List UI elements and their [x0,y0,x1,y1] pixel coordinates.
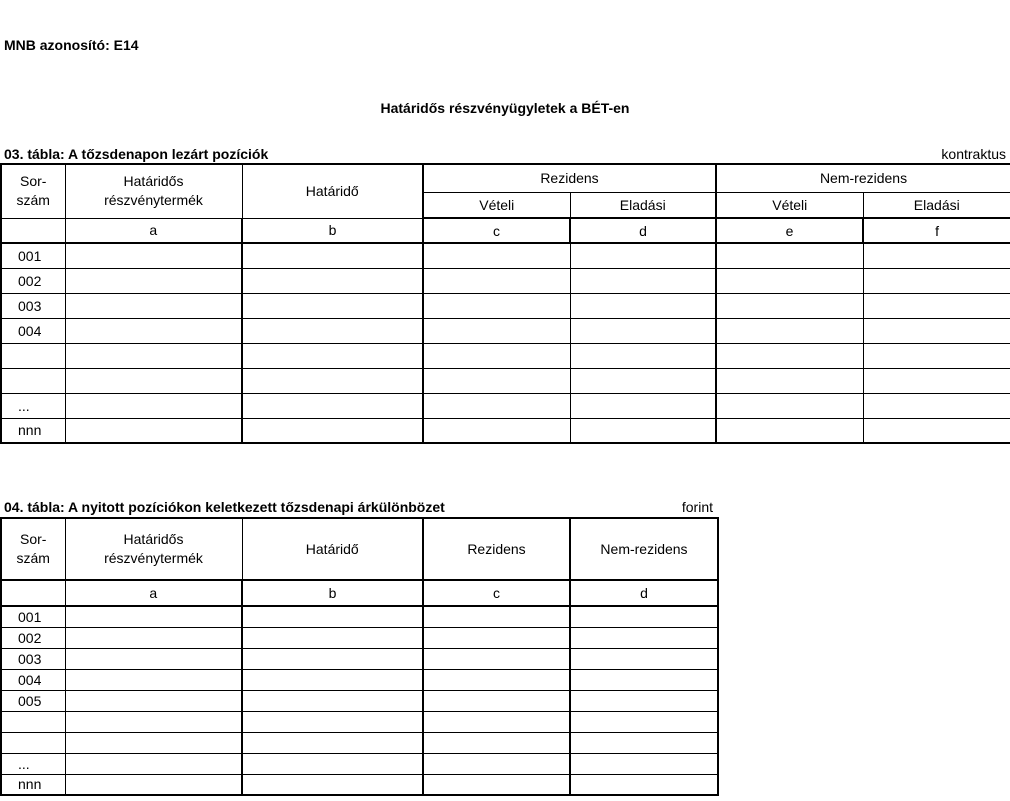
cell-d[interactable] [570,243,716,268]
cell-d[interactable] [570,669,718,690]
cell-a[interactable] [65,343,242,368]
row-number: 003 [1,293,65,318]
row-number: ... [1,393,65,418]
cell-a[interactable] [65,669,242,690]
cell-a[interactable] [65,293,242,318]
row-number: 001 [1,243,65,268]
cell-b[interactable] [242,343,423,368]
cell-a[interactable] [65,732,242,753]
cell-c[interactable] [423,293,570,318]
resident-header: Rezidens [423,518,570,580]
row-number [1,368,65,393]
table-row [1,753,718,774]
cell-c[interactable] [423,627,570,648]
row-number [1,732,65,753]
sorszam-header: Sor- szám [1,164,65,218]
row-number: 004 [1,318,65,343]
table-row [1,669,718,690]
cell-e[interactable] [716,318,863,343]
table-row [1,268,1010,293]
cell-f[interactable] [863,368,1010,393]
cell-b[interactable] [242,393,423,418]
cell-c[interactable] [423,368,570,393]
cell-d[interactable] [570,627,718,648]
cell-a[interactable] [65,393,242,418]
cell-a[interactable] [65,606,242,627]
cell-d[interactable] [570,393,716,418]
cell-a[interactable] [65,243,242,268]
cell-b[interactable] [242,318,423,343]
nonresident-sell-header: Eladási [863,192,1010,218]
nonresident-buy-header: Vételi [716,192,863,218]
cell-c[interactable] [423,418,570,443]
table04 [0,517,719,796]
row-number: 003 [1,648,65,669]
table04-unit: forint [681,499,713,515]
row-number: 002 [1,627,65,648]
cell-d[interactable] [570,732,718,753]
cell-b[interactable] [242,753,423,774]
cell-d[interactable] [570,268,716,293]
cell-a[interactable] [65,753,242,774]
cell-b[interactable] [242,243,423,268]
cell-c[interactable] [423,732,570,753]
cell-f[interactable] [863,293,1010,318]
table-row [1,690,718,711]
cell-f[interactable] [863,243,1010,268]
cell-e[interactable] [716,268,863,293]
row-number: 004 [1,669,65,690]
cell-f[interactable] [863,393,1010,418]
letter-f: f [863,218,1010,243]
table-row [1,648,718,669]
cell-a[interactable] [65,318,242,343]
cell-d[interactable] [570,343,716,368]
cell-c[interactable] [423,669,570,690]
resident-sell-header: Eladási [570,192,716,218]
cell-a[interactable] [65,368,242,393]
cell-d[interactable] [570,753,718,774]
cell-c[interactable] [423,690,570,711]
cell-b[interactable] [242,669,423,690]
page-title: Határidős részvényügyletek a BÉT-en [380,100,630,116]
cell-e[interactable] [716,418,863,443]
cell-f[interactable] [863,418,1010,443]
row-number: 002 [1,268,65,293]
cell-e[interactable] [716,368,863,393]
cell-e[interactable] [716,343,863,368]
table03 [0,163,1010,444]
table-row [1,418,1010,443]
product-header: Határidős részvénytermék [65,518,242,580]
expiry-header: Határidő [242,164,423,218]
cell-b[interactable] [242,418,423,443]
row-number [1,711,65,732]
mnb-identifier: MNB azonosító: E14 [4,37,139,53]
row-number: 005 [1,690,65,711]
table-row [1,627,718,648]
cell-c[interactable] [423,774,570,795]
cell-e[interactable] [716,393,863,418]
cell-b[interactable] [242,606,423,627]
cell-d[interactable] [570,648,718,669]
cell-a[interactable] [65,627,242,648]
cell-b[interactable] [242,627,423,648]
cell-f[interactable] [863,268,1010,293]
table-row [1,774,718,795]
row-number: 001 [1,606,65,627]
letter-b: b [242,218,423,243]
cell-a[interactable] [65,690,242,711]
cell-e[interactable] [716,243,863,268]
cell-b[interactable] [242,711,423,732]
nonresident-header: Nem-rezidens [570,518,718,580]
cell-c[interactable] [423,606,570,627]
letter-a: a [65,218,242,243]
cell-b[interactable] [242,648,423,669]
cell-e[interactable] [716,293,863,318]
letter-blank [1,580,65,606]
cell-c[interactable] [423,343,570,368]
cell-d[interactable] [570,690,718,711]
resident-group-header: Rezidens [423,164,716,192]
cell-a[interactable] [65,268,242,293]
letter-c: c [423,218,570,243]
cell-d[interactable] [570,293,716,318]
sorszam-header: Sor- szám [1,518,65,580]
table03-caption: 03. tábla: A tőzsdenapon lezárt pozíciók [4,146,269,162]
cell-d[interactable] [570,606,718,627]
cell-c[interactable] [423,711,570,732]
letter-e: e [716,218,863,243]
cell-c[interactable] [423,318,570,343]
cell-b[interactable] [242,732,423,753]
cell-c[interactable] [423,268,570,293]
letter-d: d [570,580,718,606]
table-row [1,606,718,627]
table-row [1,318,1010,343]
row-number [1,343,65,368]
table-row [1,711,718,732]
nonresident-group-header: Nem-rezidens [716,164,1010,192]
letter-a: a [65,580,242,606]
cell-d[interactable] [570,318,716,343]
letter-b: b [242,580,423,606]
cell-c[interactable] [423,753,570,774]
cell-a[interactable] [65,711,242,732]
cell-c[interactable] [423,648,570,669]
row-number: nnn [1,774,65,795]
cell-d[interactable] [570,774,718,795]
cell-c[interactable] [423,243,570,268]
cell-b[interactable] [242,368,423,393]
table-row [1,243,1010,268]
letter-d: d [570,218,716,243]
table-row [1,293,1010,318]
resident-buy-header: Vételi [423,192,570,218]
expiry-header: Határidő [242,518,423,580]
cell-a[interactable] [65,648,242,669]
table-row [1,343,1010,368]
letter-c: c [423,580,570,606]
letter-blank [1,218,65,243]
row-number: ... [1,753,65,774]
cell-c[interactable] [423,393,570,418]
cell-b[interactable] [242,268,423,293]
table-row [1,732,718,753]
cell-f[interactable] [863,343,1010,368]
cell-b[interactable] [242,293,423,318]
cell-d[interactable] [570,368,716,393]
table-row [1,368,1010,393]
cell-f[interactable] [863,318,1010,343]
cell-d[interactable] [570,711,718,732]
table04-caption: 04. tábla: A nyitott pozíciókon keletkezett tőzsdenapi árkülönbözet [4,499,445,515]
cell-a[interactable] [65,774,242,795]
cell-b[interactable] [242,774,423,795]
row-number: nnn [1,418,65,443]
cell-b[interactable] [242,690,423,711]
cell-d[interactable] [570,418,716,443]
cell-a[interactable] [65,418,242,443]
product-header: Határidős részvénytermék [65,164,242,218]
table03-unit: kontraktus [941,146,1006,162]
table-row [1,393,1010,418]
